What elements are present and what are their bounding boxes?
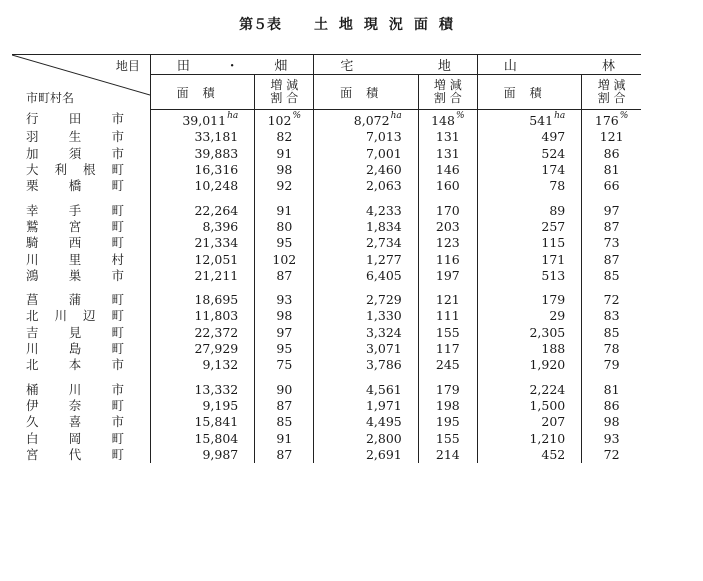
residential-area: 8,072$^{ha}$	[314, 110, 418, 130]
municipality-name: 菖蒲町	[12, 284, 150, 308]
table-row	[12, 129, 641, 145]
table-number: 第５表	[239, 17, 282, 33]
residential-rate: 160	[418, 178, 477, 194]
land-use-table	[12, 54, 641, 463]
field-area: 12,051	[150, 252, 254, 268]
group-header-forest: 山林	[477, 55, 641, 75]
forest-area: 171	[477, 252, 581, 268]
field-rate: 75	[255, 357, 314, 373]
forest-area: 2,224	[477, 374, 581, 398]
residential-rate: 131	[418, 129, 477, 145]
forest-area: 513	[477, 268, 581, 284]
area-header: 面積	[477, 75, 581, 110]
area-unit: ha	[390, 111, 402, 121]
residential-area: 7,001	[314, 146, 418, 162]
rate-header: 増 減 割 合	[582, 75, 641, 110]
residential-rate: 179	[418, 374, 477, 398]
rate-header: 増 減 割 合	[255, 75, 314, 110]
residential-rate: 121	[418, 284, 477, 308]
field-rate: 102%	[255, 110, 314, 130]
municipality-name: 北川辺町	[12, 308, 150, 324]
municipality-name: 行田市	[12, 110, 150, 130]
forest-area: 1,210	[477, 431, 581, 447]
field-area: 39,883	[150, 146, 254, 162]
table-title	[0, 14, 703, 34]
field-area: 21,211	[150, 268, 254, 284]
forest-area: 115	[477, 235, 581, 251]
field-rate: 85	[255, 414, 314, 430]
field-rate: 95	[255, 235, 314, 251]
field-area: 10,248	[150, 178, 254, 194]
field-area: 9,987	[150, 447, 254, 463]
table-row	[12, 357, 641, 373]
table-row	[12, 308, 641, 324]
group-header-field: 田・畑	[150, 55, 314, 75]
field-area: 9,132	[150, 357, 254, 373]
field-area: 11,803	[150, 308, 254, 324]
forest-area: 1,920	[477, 357, 581, 373]
table-row	[12, 398, 641, 414]
field-rate: 92	[255, 178, 314, 194]
field-rate: 80	[255, 219, 314, 235]
field-rate: 91	[255, 431, 314, 447]
table-row	[12, 178, 641, 194]
municipality-name: 伊奈町	[12, 398, 150, 414]
residential-area: 2,729	[314, 284, 418, 308]
group-header-residential: 宅地	[314, 55, 478, 75]
forest-area: 179	[477, 284, 581, 308]
residential-area: 1,277	[314, 252, 418, 268]
residential-rate: 155	[418, 325, 477, 341]
forest-rate: 78	[603, 341, 620, 357]
municipality-name: 桶川市	[12, 374, 150, 398]
residential-rate: 170	[418, 195, 477, 219]
forest-rate: 97	[603, 202, 620, 218]
field-rate: 97	[255, 325, 314, 341]
forest-rate: 66	[603, 178, 620, 194]
forest-rate: 86	[603, 145, 620, 161]
forest-area: 174	[477, 162, 581, 178]
field-area: 22,372	[150, 325, 254, 341]
table-row	[12, 146, 641, 162]
municipality-name: 羽生市	[12, 129, 150, 145]
forest-area: 1,500	[477, 398, 581, 414]
rate-unit: %	[292, 111, 302, 121]
forest-area: 257	[477, 219, 581, 235]
field-rate: 82	[255, 129, 314, 145]
residential-area: 4,233	[314, 195, 418, 219]
residential-rate: 203	[418, 219, 477, 235]
municipality-name: 久喜市	[12, 414, 150, 430]
land-use-table-frame	[12, 54, 641, 463]
field-rate: 91	[255, 146, 314, 162]
residential-area: 2,691	[314, 447, 418, 463]
forest-rate: 81	[603, 162, 620, 178]
field-area: 15,804	[150, 431, 254, 447]
residential-rate: 123	[418, 235, 477, 251]
residential-area: 3,071	[314, 341, 418, 357]
residential-area: 1,971	[314, 398, 418, 414]
table-row	[12, 431, 641, 447]
municipality-name: 北本市	[12, 357, 150, 373]
field-area: 16,316	[150, 162, 254, 178]
residential-area: 1,330	[314, 308, 418, 324]
forest-area: 78	[477, 178, 581, 194]
residential-area: 3,324	[314, 325, 418, 341]
table-row	[12, 195, 641, 219]
table-row	[12, 162, 641, 178]
forest-area: 89	[477, 195, 581, 219]
land-category-label: 地目	[115, 59, 140, 73]
table-row	[12, 268, 641, 284]
field-rate: 87	[255, 268, 314, 284]
residential-rate: 198	[418, 398, 477, 414]
forest-rate: 176%	[594, 111, 629, 129]
field-area: 15,841	[150, 414, 254, 430]
field-rate: 90	[255, 374, 314, 398]
residential-rate: 245	[418, 357, 477, 373]
residential-rate: 146	[418, 162, 477, 178]
forest-area: $541^{ha}$	[477, 110, 581, 130]
forest-rate: 73	[603, 235, 620, 251]
forest-rate: 87	[603, 251, 620, 267]
residential-rate: 111	[418, 308, 477, 324]
forest-rate: 93	[603, 430, 620, 446]
field-rate: 93	[255, 284, 314, 308]
table-row	[12, 414, 641, 430]
residential-rate: 117	[418, 341, 477, 357]
forest-rate: 72	[603, 292, 620, 308]
field-area: 21,334	[150, 235, 254, 251]
rate-unit: %	[619, 111, 629, 121]
municipality-name: 加須市	[12, 146, 150, 162]
residential-area: 4,561	[314, 374, 418, 398]
area-unit: ha	[554, 111, 566, 121]
table-row	[12, 252, 641, 268]
table-body	[12, 110, 641, 464]
residential-rate: 116	[418, 252, 477, 268]
forest-area: 188	[477, 341, 581, 357]
field-rate: 87	[255, 398, 314, 414]
table-row	[12, 325, 641, 341]
forest-area: 29	[477, 308, 581, 324]
table-row	[12, 219, 641, 235]
table-row	[12, 110, 641, 130]
field-area: 18,695	[150, 284, 254, 308]
forest-area: 524	[477, 146, 581, 162]
municipality-name: 鷲宮町	[12, 219, 150, 235]
field-area: 39,011$^{ha}$	[150, 110, 254, 130]
field-rate: 91	[255, 195, 314, 219]
residential-area: 2,734	[314, 235, 418, 251]
residential-area: 3,786	[314, 357, 418, 373]
municipality-name: 白岡町	[12, 431, 150, 447]
forest-rate: 87	[603, 218, 620, 234]
forest-area: 207	[477, 414, 581, 430]
forest-rate: 81	[603, 381, 620, 397]
forest-rate: 85	[603, 324, 620, 340]
municipality-name: 宮代町	[12, 447, 150, 463]
forest-area: 452	[477, 447, 581, 463]
corner-header	[12, 55, 150, 110]
residential-area: 2,063	[314, 178, 418, 194]
forest-rate: 86	[603, 397, 620, 413]
forest-rate: 72	[603, 446, 620, 462]
residential-rate: 214	[418, 447, 477, 463]
residential-area: 2,800	[314, 431, 418, 447]
field-area: 8,396	[150, 219, 254, 235]
field-area: 13,332	[150, 374, 254, 398]
table-row	[12, 374, 641, 398]
residential-area: 6,405	[314, 268, 418, 284]
residential-area: 1,834	[314, 219, 418, 235]
forest-area: 497	[477, 129, 581, 145]
field-area: 27,929	[150, 341, 254, 357]
residential-rate: 131	[418, 146, 477, 162]
table-row	[12, 341, 641, 357]
residential-area: 4,495	[314, 414, 418, 430]
field-rate: 95	[255, 341, 314, 357]
area-unit: ha	[227, 111, 239, 121]
municipality-name: 吉見町	[12, 325, 150, 341]
rate-unit: %	[455, 111, 465, 121]
municipality-name: 騎西町	[12, 235, 150, 251]
municipality-name: 幸手町	[12, 195, 150, 219]
residential-rate: 155	[418, 431, 477, 447]
field-rate: 98	[255, 308, 314, 324]
table-row	[12, 284, 641, 308]
forest-rate: 121	[599, 129, 624, 145]
forest-area: 2,305	[477, 325, 581, 341]
residential-area: 2,460	[314, 162, 418, 178]
field-area: 22,264	[150, 195, 254, 219]
forest-rate: 98	[603, 414, 620, 430]
municipality-name: 川島町	[12, 341, 150, 357]
forest-rate: 79	[603, 357, 620, 373]
area-header: 面積	[314, 75, 418, 110]
municipality-name: 川里村	[12, 252, 150, 268]
field-area: 33,181	[150, 129, 254, 145]
area-header: 面積	[150, 75, 254, 110]
municipality-label: 市町村名	[26, 90, 75, 105]
table-row	[12, 447, 641, 463]
table-row	[12, 235, 641, 251]
forest-rate: 83	[603, 308, 620, 324]
residential-rate: 197	[418, 268, 477, 284]
municipality-name: 鴻巣市	[12, 268, 150, 284]
municipality-name: 栗橋町	[12, 178, 150, 194]
municipality-name: 大利根町	[12, 162, 150, 178]
field-area: 9,195	[150, 398, 254, 414]
field-rate: 102	[255, 252, 314, 268]
residential-area: 7,013	[314, 129, 418, 145]
forest-rate: 85	[603, 267, 620, 283]
table-name: 土地現況面積	[313, 17, 464, 33]
field-rate: 87	[255, 447, 314, 463]
residential-rate: 195	[418, 414, 477, 430]
residential-rate: 148%	[418, 110, 477, 130]
rate-header: 増 減 割 合	[418, 75, 477, 110]
field-rate: 98	[255, 162, 314, 178]
